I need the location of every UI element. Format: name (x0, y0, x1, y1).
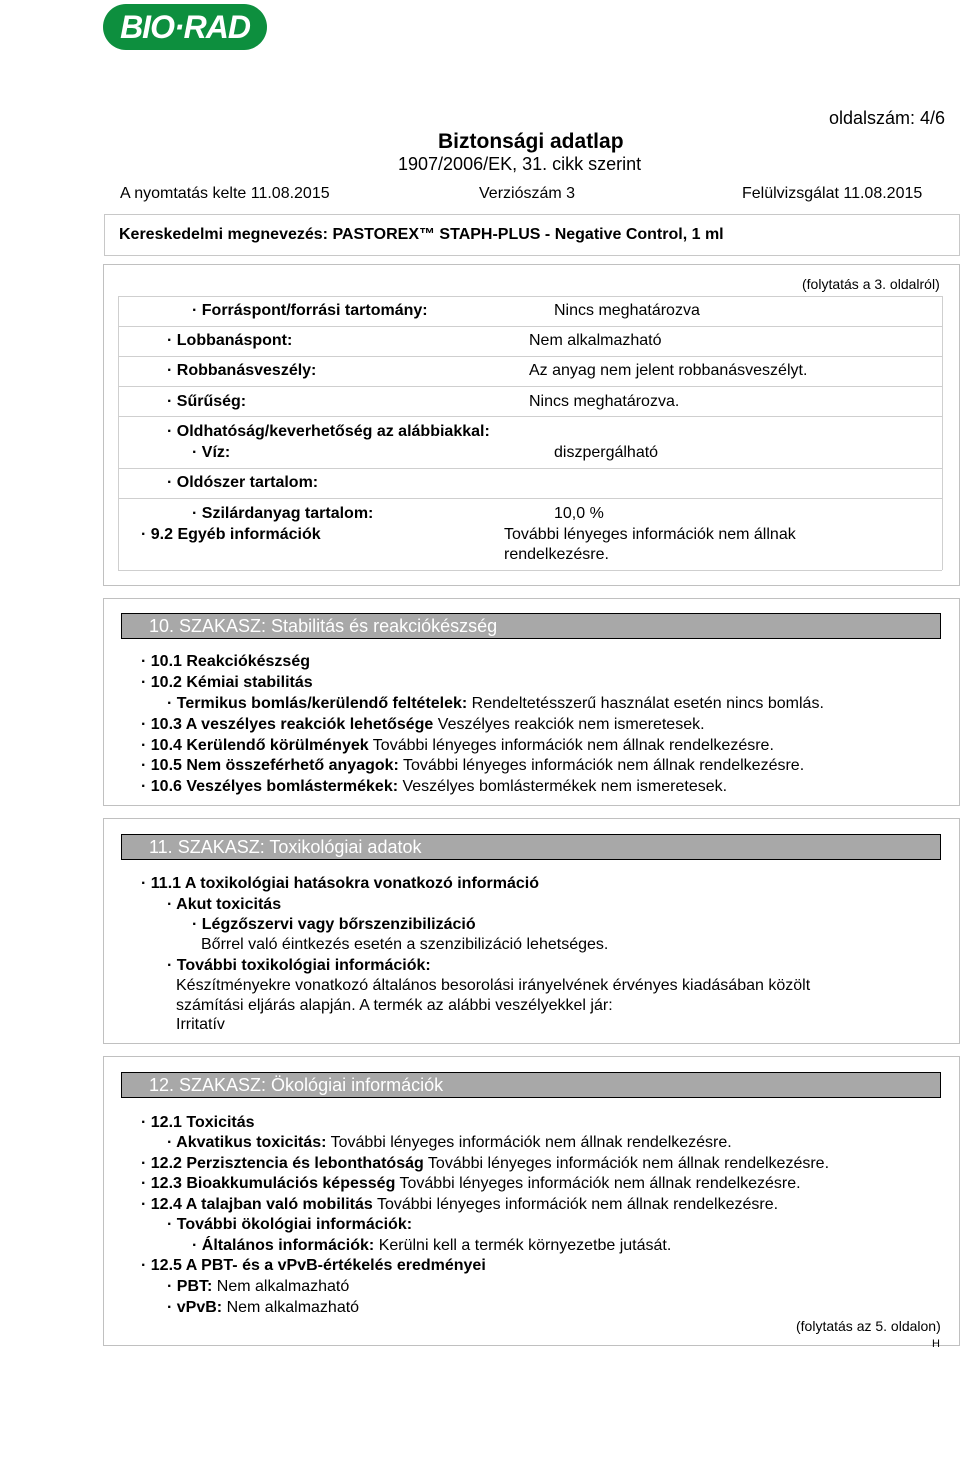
vpvb-line: · vPvB: Nem alkalmazható (167, 1299, 360, 1316)
toxicity-heading: · 12.1 Toxicitás (141, 1114, 255, 1131)
soil-mobility-line: · 12.4 A talajban való mobilitás További lényeges információk nem állnak rendelkezésre. (141, 1196, 779, 1213)
revision-date: Felülvizsgálat 11.08.2015 (742, 185, 923, 202)
persistence-line: · 12.2 Perzisztencia és lebonthatóság További lényeges információk nem állnak rendelkezésre. (141, 1155, 830, 1172)
section11-heading: 11. SZAKASZ: Toxikológiai adatok (121, 834, 941, 860)
pbt-line: · PBT: Nem alkalmazható (167, 1278, 350, 1295)
density-value: Nincs meghatározva. (529, 393, 680, 410)
boiling-point-value: Nincs meghatározva (554, 302, 700, 319)
general-info-line: · Általános információk: Kerülni kell a termék környezetbe jutását. (192, 1237, 672, 1254)
hazardous-reactions-line: · 10.3 A veszélyes reakciók lehetősége Veszélyes reakciók nem ismeretesek. (141, 716, 705, 733)
reactivity-heading: · 10.1 Reakciókészség (141, 653, 310, 670)
bio-rad-logo: BIO·RAD (103, 4, 267, 50)
additional-tox-text-line1: Készítményekre vonatkozó általános besorolási irányelvének érvényes kiadásában közölt (176, 977, 811, 994)
explosion-hazard-label: · Robbanásveszély: (167, 362, 317, 379)
table-right-border (942, 296, 943, 570)
solids-content-value: 10,0 % (554, 505, 604, 522)
footer-mark: H (932, 1338, 940, 1350)
regulation-line: 1907/2006/EK, 31. cikk szerint (398, 154, 642, 174)
row-divider (118, 356, 942, 357)
trade-name: Kereskedelmi megnevezés: PASTOREX™ STAPH-PLUS - Negative Control, 1 ml (119, 226, 724, 243)
version-number: Verziószám 3 (479, 185, 576, 202)
pbt-vpvb-heading: · 12.5 A PBT- és a vPvB-értékelés eredményei (141, 1257, 486, 1274)
row-divider (118, 498, 942, 499)
decomposition-products-line: · 10.6 Veszélyes bomlástermékek: Veszélyes bomlástermékek nem ismeretesek. (141, 778, 728, 795)
incompatible-materials-line: · 10.5 Nem összeférhető anyagok: További lényeges információk nem állnak rendelkezésre. (141, 757, 805, 774)
other-info-value-line1: További lényeges információk nem állnak (504, 526, 796, 543)
sensitisation-text: Bőrrel való éintkezés esetén a szenzibilizáció lehetséges. (201, 936, 609, 953)
explosion-hazard-value: Az anyag nem jelent robbanásveszélyt. (529, 362, 808, 379)
print-date: A nyomtatás kelte 11.08.2015 (120, 185, 330, 202)
row-divider (118, 468, 942, 469)
row-divider (118, 570, 942, 571)
section10-heading: 10. SZAKASZ: Stabilitás és reakciókészség (121, 613, 941, 639)
boiling-point-label: · Forráspont/forrási tartomány: (192, 302, 428, 319)
thermal-decomposition-line: · Termikus bomlás/kerülendő feltételek: Rendeltetésszerű használat esetén nincs bomlás. (167, 695, 824, 712)
acute-toxicity-heading: · Akut toxicitás (167, 896, 282, 913)
aquatic-toxicity-line: · Akvatikus toxicitás: További lényeges információk nem állnak rendelkezésre. (167, 1134, 732, 1151)
page-number: oldalszám: 4/6 (829, 108, 946, 128)
additional-eco-heading: · További ökológiai információk: (167, 1216, 413, 1233)
water-label: · Víz: (192, 444, 231, 461)
other-info-label: · 9.2 Egyéb információk (141, 526, 321, 543)
document-title: Biztonsági adatlap (438, 130, 624, 153)
table-left-border (118, 296, 119, 570)
conditions-to-avoid-line: · 10.4 Kerülendő körülmények További lényeges információk nem állnak rendelkezésre. (141, 737, 774, 754)
row-divider (118, 326, 942, 327)
continued-to: (folytatás az 5. oldalon) (796, 1318, 941, 1334)
flash-point-value: Nem alkalmazható (529, 332, 662, 349)
solubility-label: · Oldhatóság/keverhetőség az alábbiakkal: (167, 423, 490, 440)
row-divider (118, 386, 942, 387)
solvent-content-label: · Oldószer tartalom: (167, 474, 319, 491)
toxicological-info-heading: · 11.1 A toxikológiai hatásokra vonatkozó információ (141, 875, 540, 892)
continued-from: (folytatás a 3. oldalról) (802, 276, 940, 292)
chemical-stability-heading: · 10.2 Kémiai stabilitás (141, 674, 313, 691)
flash-point-label: · Lobbanáspont: (167, 332, 293, 349)
additional-tox-heading: · További toxikológiai információk: (167, 957, 431, 974)
water-value: diszpergálható (554, 444, 659, 461)
additional-tox-text-line2: számítási eljárás alapján. A termék az alábbi veszélyekkel jár: (176, 997, 613, 1014)
section12-heading: 12. SZAKASZ: Ökológiai információk (121, 1072, 941, 1098)
row-divider (118, 296, 942, 297)
sensitisation-heading: · Légzőszervi vagy bőrszenzibilizáció (192, 916, 476, 933)
bioaccumulation-line: · 12.3 Bioakkumulációs képesség További lényeges információk nem állnak rendelkezésre. (141, 1175, 801, 1192)
density-label: · Sűrűség: (167, 393, 247, 410)
solids-content-label: · Szilárdanyag tartalom: (192, 505, 374, 522)
other-info-value-line2: rendelkezésre. (504, 546, 609, 563)
row-divider (118, 416, 942, 417)
additional-tox-text-line3: Irritatív (176, 1016, 225, 1033)
